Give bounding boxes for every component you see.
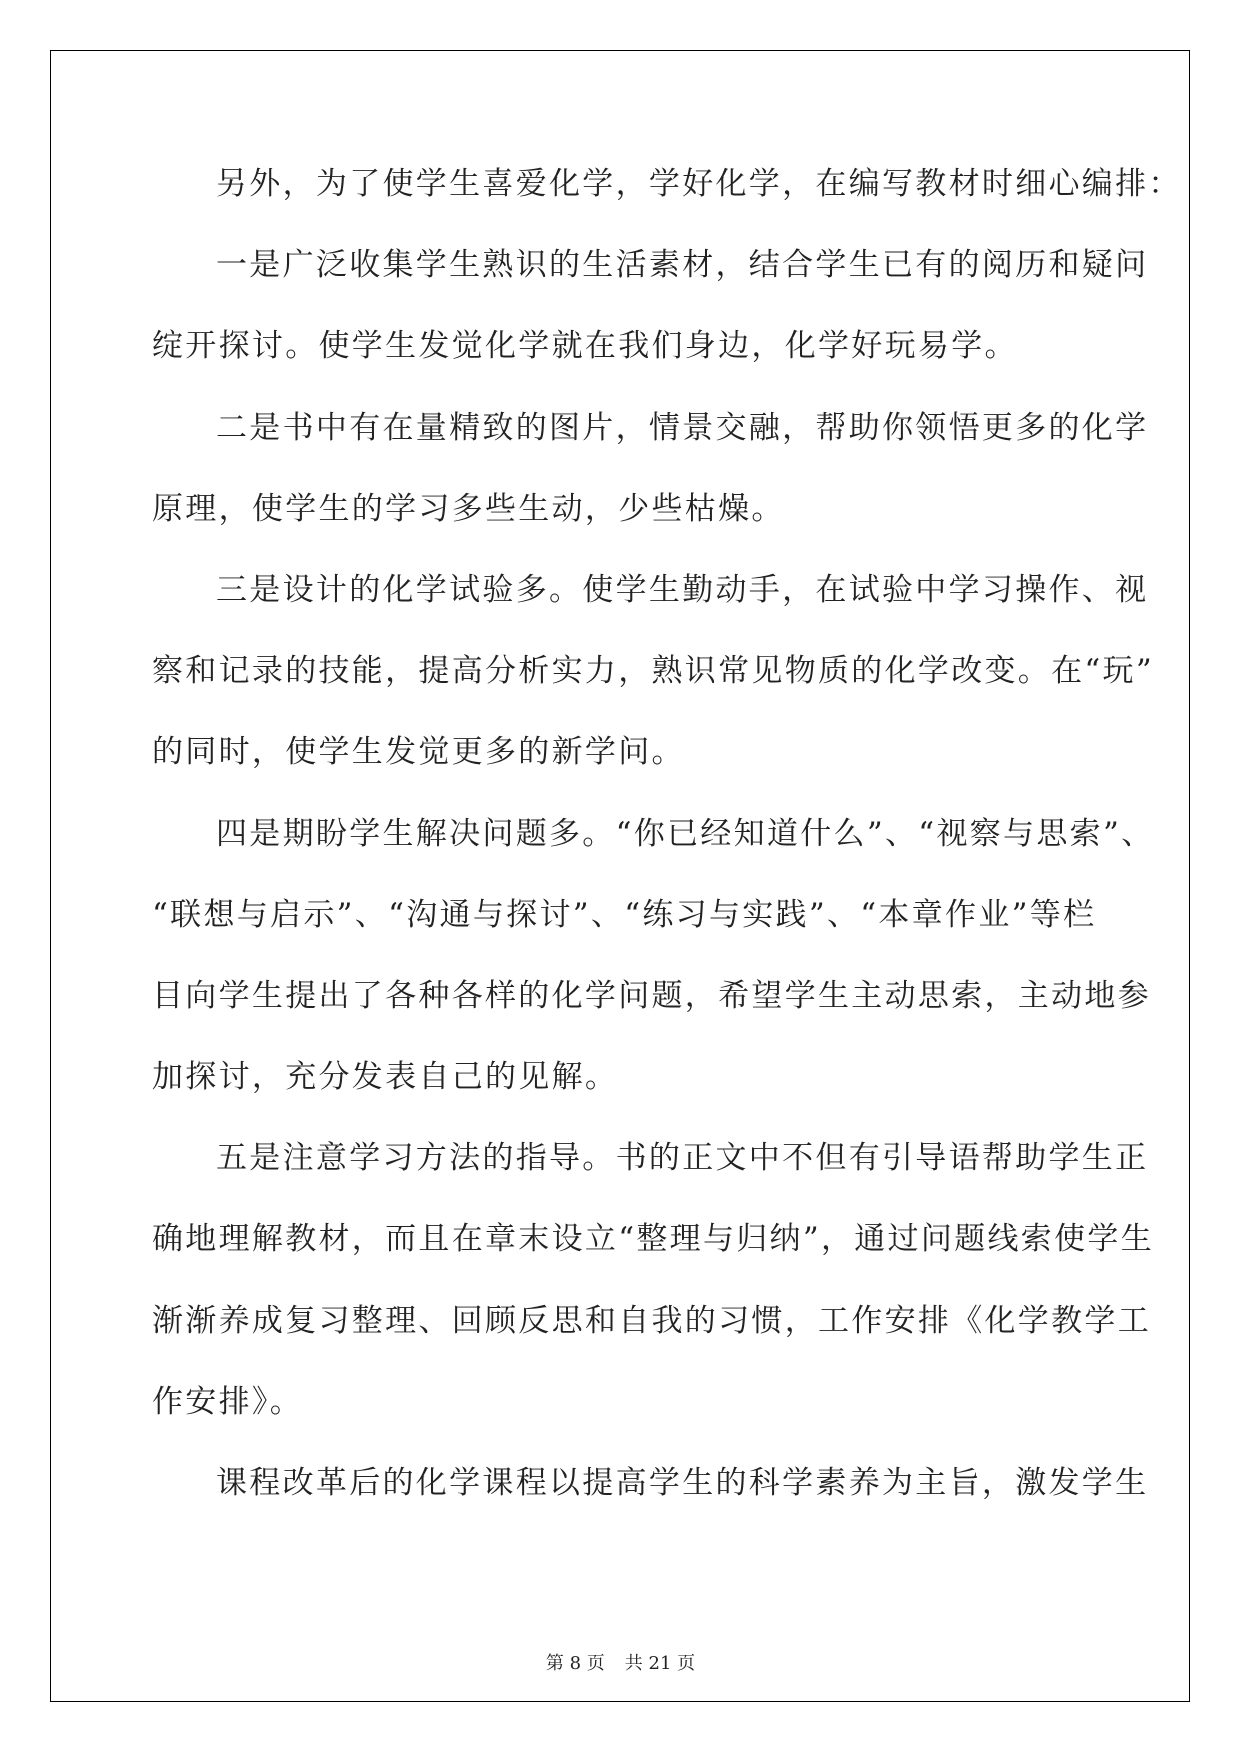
- text-line: 原理，使学生的学习多些生动，少些枯燥。: [152, 490, 785, 527]
- text-line: 四是期盼学生解决问题多。“你已经知道什么”、“视察与思索”、: [216, 815, 1155, 852]
- text-line: 另外，为了使学生喜爱化学，学好化学，在编写教材时细心编排：: [216, 166, 1182, 202]
- document-body: [152, 164, 1182, 1544]
- text-line: 察和记录的技能，提高分析实力，熟识常见物质的化学改变。在“玩”: [152, 653, 1154, 690]
- text-line: 目向学生提出了各种各样的化学问题，希望学生主动思索，主动地参: [152, 977, 1151, 1014]
- text-line: 二是书中有在量精致的图片，情景交融，帮助你领悟更多的化学: [216, 409, 1149, 446]
- text-line: 五是注意学习方法的指导。书的正文中不但有引导语帮助学生正: [216, 1140, 1149, 1177]
- page-number: 第 8 页: [545, 1653, 605, 1674]
- page-footer: [0, 1652, 1241, 1676]
- text-line: 加探讨，充分发表自己的见解。: [152, 1059, 619, 1096]
- page-total: 共 21 页: [624, 1653, 696, 1674]
- text-line: “联想与启示”、“沟通与探讨”、“练习与实践”、“本章作业”等栏: [152, 896, 1097, 933]
- text-line: 确地理解教材，而且在章末设立“整理与归纳”，通过问题线索使学生: [152, 1221, 1154, 1258]
- text-line: 三是设计的化学试验多。使学生勤动手，在试验中学习操作、视: [216, 571, 1149, 608]
- text-line: 的同时，使学生发觉更多的新学问。: [152, 734, 685, 771]
- text-line: 一是广泛收集学生熟识的生活素材，结合学生已有的阅历和疑问: [216, 247, 1149, 284]
- text-line: 作安排》。: [152, 1383, 303, 1420]
- text-line: 课程改革后的化学课程以提高学生的科学素养为主旨，激发学生: [216, 1465, 1149, 1501]
- text-line: 绽开探讨。使学生发觉化学就在我们身边，化学好玩易学。: [152, 328, 1018, 365]
- text-line: 渐渐养成复习整理、回顾反思和自我的习惯，工作安排《化学教学工: [152, 1302, 1151, 1339]
